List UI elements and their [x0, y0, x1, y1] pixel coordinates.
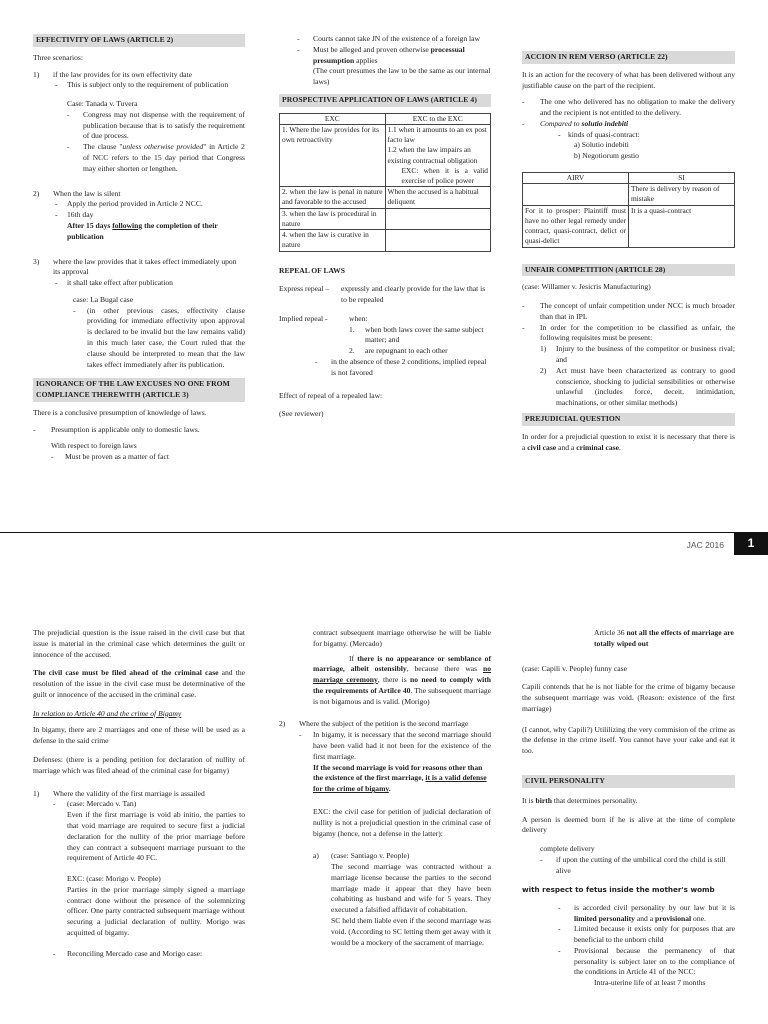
section-heading-unfair-competition: UNFAIR COMPETITION (ARTICLE 28) [522, 264, 735, 277]
case-citation: (case: Willamer v. Jesicris Manufacturing) [522, 282, 651, 292]
text: It is an action for the recovery of what has been delivered without any justifiable cause on the part of the recipient. [522, 69, 735, 90]
table-cell: 3. when the law is procedural in nature [280, 208, 386, 229]
text: Parties in the prior marriage simply signed a marriage contract done without the presence of the solemnizing officer. One party contracted subsequent marriage without securing a judicial declaration of nullity. Morigo was acquitted of bigamy. [67, 884, 245, 937]
text: (I cannot, why Capili?) Utililizing the very commision of the crime as the defense in the crime itself. You cannot have your cake and eat it too. [522, 724, 735, 756]
bullet: - In bigamy, it is necessary that the second marriage should have been valid had it not been for the existence of the first marriage. [299, 730, 491, 761]
section-heading-ignorance: IGNORANCE OF THE LAW EXCUSES NO ONE FROM COMPLIANCE THEREWITH (ARTICLE 3) [33, 378, 245, 402]
bullet: - Apply the period provided in Article 2 NCC. [55, 199, 203, 209]
text: In bigamy, there are 2 marriages and one of these will be used as a defense in the said crime [33, 725, 245, 746]
section-heading-prejudicial: PREJUDICIAL QUESTION [522, 413, 735, 426]
scrollbar[interactable] [762, 0, 768, 1024]
scenario-2: 2) When the law is silent [33, 188, 121, 198]
list-item: 1) Injury to the business of the competitor or business rival; and [540, 344, 735, 365]
section-heading-civil-personality: CIVIL PERSONALITY [522, 775, 735, 788]
text: The prejudicial question is the issue raised in the civil case but that issue is material in the criminal case which determines the guilt or innocence of the accused. [33, 628, 245, 659]
table-cell: 1.1 when it amounts to an ex post facto law 1.2 when the law impairs an existing contractual obligation EXC: when it is a valid exercise of police power [385, 124, 491, 186]
bullet: - (case: Mercado v. Tan) [53, 799, 137, 809]
bullet: - The concept of unfair competition under NCC is much broader than that in IPL [522, 301, 735, 321]
bullet: - The clause "unless otherwise provided" in Article 2 of NCC refers to the 15 day period that Congress may either shorten or lengthen. [67, 142, 245, 173]
case-citation: (case: Capili v. People) funny case [522, 663, 627, 673]
bullet: - in the absence of these 2 conditions, implied repeal is not favored [315, 357, 487, 377]
footer-divider [0, 532, 768, 533]
text: With respect to foreign laws [51, 441, 137, 451]
text: Effect of repeal of a repealed law: [279, 390, 383, 400]
text: It is birth that determines personality. [522, 795, 638, 805]
table-cell: 2. when the law is penal in nature and favorable to the accused [280, 187, 386, 208]
table-header: EXC to the EXC [385, 113, 491, 124]
text: There is a conclusive presumption of knowledge of laws. [33, 407, 207, 417]
bullet: - Presumption is applicable only to domestic laws. [33, 424, 200, 434]
bullet: - Congress may not dispense with the requirement of publication because that is to satisfy the requirement of due process. [67, 109, 245, 141]
express-repeal: Express repeal – expressly and clearly provide for the law that is to be repealed [279, 284, 486, 305]
bullet: - Must be alleged and proven otherwise processual presumption applies [297, 44, 465, 65]
text: If the second marriage is void for reasons other than the existence of the first marriage, it is a valid defense for the crime of bigamy. [313, 762, 487, 794]
text-scenarios: Three scenarios: [33, 52, 83, 62]
table-cell: 1. Where the law provides for its own retroactivity [280, 124, 386, 186]
list-item: 1. when both laws cover the same subject matter; and [349, 324, 484, 345]
text: complete delivery [540, 844, 595, 854]
table-header: SI [629, 173, 735, 184]
bullet: - This is subject only to the requirement of publication [55, 80, 229, 90]
list-item: a) Solutio indebiti [574, 140, 629, 150]
text-15-days: After 15 days following the completion of their publication [67, 220, 218, 241]
bullet: - Must be proven as a matter of fact [51, 452, 169, 462]
page2-column-3 [522, 628, 735, 989]
subheading: In relation to Article 40 and the crime of Bigamy [33, 708, 182, 718]
table-header: AIRV [523, 173, 629, 184]
bullet: - kinds of quasi-contract: [558, 129, 640, 139]
table-cell: When the accused is a habitual deliquent [385, 187, 491, 208]
list-item: a) (case: Santiago v. People) [313, 851, 410, 861]
text: If there is no appearance or semblance of marriage, albeit ostensibly, because there was no marriage ceremony, there is no need to comply with the requirements of Artilce 40. The subsequent marriage is not bigamous and is valid. (Morigo) [313, 653, 491, 706]
text: contract subsequent marriage otherwise he will be liable for bigamy. (Mercado) [313, 628, 491, 648]
bullet: - Provisional because the permanency of that personality is subject later on to the compliance of the conditions in Article 41 of the NCC: [558, 945, 735, 977]
bullet: - The one who delivered has no obligation to make the delivery and the recipient is not entitled to the delivery. [522, 97, 735, 118]
page1-column-3 [522, 51, 735, 453]
text: Article 36 not all the effects of marriage are totally wiped out [594, 628, 734, 648]
bullet: - Reconciling Mercado case and Morigo case: [53, 948, 203, 958]
table-header: EXC [280, 113, 386, 124]
bullet: - In order for the competition to be classified as unfair, the following requisites must be present: [522, 322, 735, 343]
defense-1: 1) Where the validity of the first marriage is assailed [33, 788, 205, 798]
table-cell [523, 184, 629, 205]
text: (The court presumes the law to be the same as our internal laws) [313, 66, 491, 87]
bullet: - 16th day [55, 210, 94, 220]
table-cell: There is delivery by reason of mistake [629, 184, 735, 205]
table-cell: It is a quasi-contract [629, 205, 735, 247]
list-item: 2) Act must have been characterized as contrary to good conscience, shocking to judicial sensibilities or otherwise unlawful (includes force, deceit, intimidation, machinations, or other similar methods) [540, 365, 735, 408]
text: A person is deemed born if he is alive at the time of complete delivery [522, 814, 735, 835]
bullet: - (in other previous cases, effectivity clause providing for immediate effectivity upon approval is declared to be invalid but the law remains valid) in this much later case, the Court ruled that the clause should be interpreted to mean that the law takes effect immediately after its publication. [73, 305, 245, 369]
text: Intra-uterine life of at least 7 months [594, 978, 706, 988]
scenario-1: 1) if the law provides for its own effectivity date [33, 69, 193, 79]
text: EXC: the civil case for petition of judicial declaration of nullity is not a prejudicial question in the criminal case of bigamy (hence, not a defense in the latter): [313, 806, 491, 838]
section-heading-prospective: PROSPECTIVE APPLICATION OF LAWS (ARTICLE 4) [279, 94, 491, 107]
subheading: with respect to fetus inside the mother's womb [522, 884, 715, 894]
bullet: - Courts cannot take JN of the existence of a foreign law [297, 34, 481, 43]
text: Even if the first marriage is void ab initio, the parties to that void marriage are required to secure first a judicial declaration for the nullity of the prior marriage before they can contract a subsequent marriage pursuant to the requirement of Article 40 FC. [67, 810, 245, 863]
list-item: b) Negotiorum gestio [574, 151, 639, 161]
page2-column-1 [33, 628, 245, 960]
table-cell [385, 230, 491, 251]
footer-label: JAC 2016 [686, 540, 724, 550]
exceptions-table [279, 113, 491, 252]
page1-column-2 [279, 34, 491, 420]
section-heading-repeal: REPEAL OF LAWS [279, 265, 345, 275]
page-number: 1 [734, 532, 768, 555]
text: In order for a prejudicial question to exist it is necessary that there is a civil case and a criminal case. [522, 431, 735, 452]
case-citation: Case: Tanada v. Tuvera [67, 99, 138, 109]
table-cell [385, 208, 491, 229]
case-citation: case: La Bugal case [73, 294, 134, 304]
text: SC held them liable even if the second marriage was void. (According to SC letting them get away with it would be a mockery of the sacrament of marriage. [331, 915, 491, 947]
table-cell: For it to prosper: Plaintiff must have no other legal remedy under contract, quasi-contract, delict or quasi-delict [523, 205, 629, 247]
list-item: 2. are repugnant to each other [349, 346, 448, 356]
table-cell: 4. when the law is curative in nature [280, 230, 386, 251]
text: Capili contends that he is not liable for the crime of bigamy because the subsequent marriage was void. (Reason: existence of the first marriage) [522, 682, 735, 713]
page1-column-1 [33, 34, 245, 463]
bullet: - it shall take effect after publication [55, 278, 173, 288]
bullet: - Limited because it exists only for purposes that are beneficial to the unborn child [558, 924, 735, 945]
airv-si-table [522, 172, 735, 248]
defense-2: 2) Where the subject of the petition is the second marriage [279, 719, 469, 729]
text: EXC: (case: Morigo v. People) [67, 874, 161, 884]
section-heading-accion: ACCION IN REM VERSO (ARTICLE 22) [522, 51, 735, 64]
scenario-3: 3) where the law provides that it takes effect immediately upon its approval [33, 256, 237, 277]
bullet: - Compared to solutio indebiti [522, 118, 629, 128]
page2-column-2 [279, 628, 491, 948]
text: The second marriage was contracted without a marriage license because the parties to the second marriage made it appear that they have been cohabiting as husband and wife for 5 years. They executed a falsified affidavit of cohabitation. [331, 862, 491, 915]
bullet: - is accorded civil personality by our law but it is limited personality and a provisional one. [558, 902, 735, 923]
implied-repeal: Implied repeal - when: [279, 313, 368, 323]
text: The civil case must be filed ahead of the criminal case and the resolution of the issue in the civil case must be determinative of the guilt or innocence of the accused in the criminal case. [33, 668, 245, 699]
bullet: - if upon the cutting of the umbilical cord the child is still alive [540, 854, 726, 875]
section-heading-effectivity: EFFECTIVITY OF LAWS (ARTICLE 2) [33, 34, 245, 47]
text: (See reviewer) [279, 409, 324, 419]
text: Defenses: (there is a pending petition for declaration of nullity of marriage which was filed ahead of the criminal case for bigamy) [33, 755, 245, 775]
